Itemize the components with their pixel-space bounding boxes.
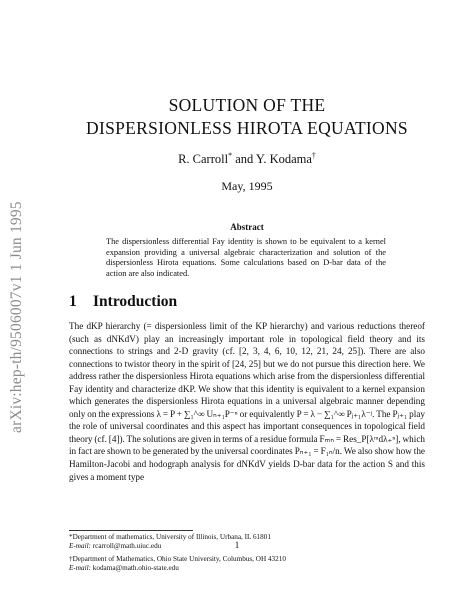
footnote-2-email-label: E-mail: bbox=[69, 564, 91, 573]
author-1-footnote-mark: * bbox=[228, 151, 233, 160]
footnote-2-affiliation: †Department of Mathematics, Ohio State University, Columbus, OH 43210 bbox=[69, 555, 286, 563]
section-heading bbox=[69, 293, 429, 311]
author-2-footnote-mark: † bbox=[311, 151, 316, 160]
section-number: 1 bbox=[69, 293, 77, 310]
abstract-text: The dispersionless differential Fay identity is shown to be equivalent to a kernel expansion providing a universal algebraic characterization and solution of the dispersionless Hirota equations. Some calculations based on D-bar data of the action are also indicated. bbox=[106, 237, 386, 278]
title-line-2: DISPERSIONLESS HIROTA EQUATIONS bbox=[86, 118, 408, 138]
footnote-2 bbox=[69, 555, 425, 573]
paper-date: May, 1995 bbox=[221, 179, 273, 193]
footnote-2-email-line bbox=[69, 564, 425, 573]
arxiv-identifier: arXiv:hep-th/9506007v1 1 Jun 1995 bbox=[8, 201, 25, 433]
footnote-rule bbox=[69, 530, 193, 531]
author-separator: and Y. Kodama bbox=[232, 152, 312, 167]
body-text bbox=[69, 320, 425, 483]
page-number: 1 bbox=[234, 540, 240, 550]
author-1: R. Carroll bbox=[178, 152, 229, 167]
author-line bbox=[60, 151, 434, 167]
section-title: Introduction bbox=[93, 293, 178, 310]
title-line-1: SOLUTION OF THE bbox=[168, 95, 326, 115]
paragraph: The dKP hierarchy (= dispersionless limit of the KP hierarchy) and various reductions thereof (such as dNKdV) play an increasingly important role in topological field theory and its connections to strings and 2-D gravity (cf. [2, 3, 4, 6, 10, 12, 21, 24, 25]). There are also connections to twistor theory in the spirit of [24, 25] but we do not pursue this direction here. We address rather the dispersionless Hirota equations which arise from the dispersionless differential Fay identity and characterize dKP. We show that this identity is equivalent to a kernel expansion which generates the dispersionless Hirota equations in a universal algebraic manner depending only on the expressions λ = P + ∑₁^∞ Uₙ₊₁P⁻ⁿ or equivalently P = λ − ∑₁^∞ Pⱼ₊₁λ⁻ʲ. The Pⱼ₊₁ play the role of universal coordinates and this aspect has important consequences in topological field theory (cf. [4]). The solutions are given in terms of a residue formula Fₘₙ = Res_P[λᵐdλ₊ⁿ], which in fact are shown to be generated by the universal coordinates Pₙ₊₁ = F₁ₙ/n. We also show how the Hamilton-Jacobi and hodograph analysis for dNKdV yields D-bar data for the action S and this gives a moment type bbox=[69, 321, 425, 482]
footnote-1-email[interactable]: rcarroll@math.uiuc.edu bbox=[92, 542, 162, 551]
footnote-1-affiliation: *Department of mathematics, University of Illinois, Urbana, IL 61801 bbox=[69, 533, 271, 541]
footnote-1-email-label: E-mail: bbox=[69, 542, 91, 551]
abstract-heading: Abstract bbox=[230, 222, 264, 232]
paper-title bbox=[60, 94, 434, 140]
footnote-2-email[interactable]: kodama@math.ohio-state.edu bbox=[92, 564, 179, 573]
